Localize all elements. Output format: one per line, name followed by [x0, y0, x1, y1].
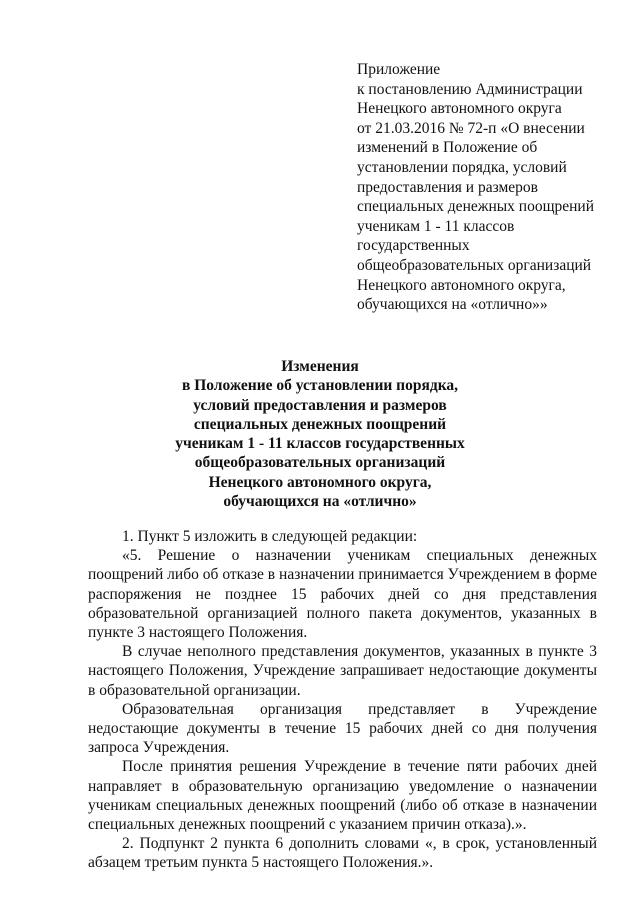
title-line: условий предоставления и размеров: [193, 396, 447, 414]
appendix-line: к постановлению Администрации: [357, 80, 583, 98]
appendix-line: ученикам 1 - 11 классов: [357, 217, 515, 235]
title-line: Ненецкого автономного округа,: [208, 473, 432, 491]
appendix-line: общеобразовательных организаций: [357, 256, 592, 274]
appendix-line: обучающихся на «отлично»»: [357, 296, 548, 314]
appendix-line: Ненецкого автономного округа: [357, 100, 562, 118]
paragraph-item-2: 2. Подпункт 2 пункта 6 дополнить словами «, в срок, установленный абзацем третьим пункта 5 настоящего Положения.».: [88, 835, 597, 872]
paragraph-new-point-5: «5. Решение о назначении ученикам специальных денежных поощрений либо об отказе в назначении принимается Учреждением в форме распоряжения не позднее 15 рабочих дней со дня представления образовательной организацией полного пакета документов, указанных в пункте 3 настоящего Положения.: [88, 547, 597, 642]
paragraph-missing-documents: Образовательная организация представляет в Учреждение недостающие документы в течение 15 рабочих дней со дня получения запроса Учреждения.: [88, 700, 597, 757]
appendix-line: предоставления и размеров: [357, 178, 538, 196]
title-line: обучающихся на «отлично»: [223, 493, 417, 511]
appendix-line: государственных: [357, 237, 470, 255]
appendix-header: [357, 60, 627, 315]
document-body: [88, 527, 597, 873]
paragraph-notification: После принятия решения Учреждение в течение пяти рабочих дней направляет в образовательную организацию уведомление о назначении ученикам специальных денежных поощрений (либо об отказе в назначении специальных денежных поощрений с указанием причин отказа).».: [88, 758, 597, 834]
title-line: специальных денежных поощрений: [193, 415, 447, 433]
document-title: [0, 357, 640, 511]
appendix-line: Приложение: [357, 61, 441, 78]
appendix-line: от 21.03.2016 № 72-п «О внесении: [357, 119, 585, 137]
title-line: в Положение об установлении порядка,: [181, 377, 459, 395]
title-line: общеобразовательных организаций: [194, 454, 446, 472]
appendix-line: установлении порядка, условий: [357, 158, 567, 176]
appendix-line: изменений в Положение об: [357, 139, 538, 157]
appendix-line: специальных денежных поощрений: [357, 198, 595, 216]
title-line: Изменения: [281, 358, 359, 375]
paragraph-incomplete-documents: В случае неполного представления документов, указанных в пункте 3 настоящего Положения, Учреждение запрашивает недостающие документы в образовательной организации.: [88, 643, 597, 699]
paragraph-item-1: 1. Пункт 5 изложить в следующей редакции:: [122, 528, 418, 545]
title-line: ученикам 1 - 11 классов государственных: [175, 435, 465, 453]
appendix-line: Ненецкого автономного округа,: [357, 276, 566, 294]
